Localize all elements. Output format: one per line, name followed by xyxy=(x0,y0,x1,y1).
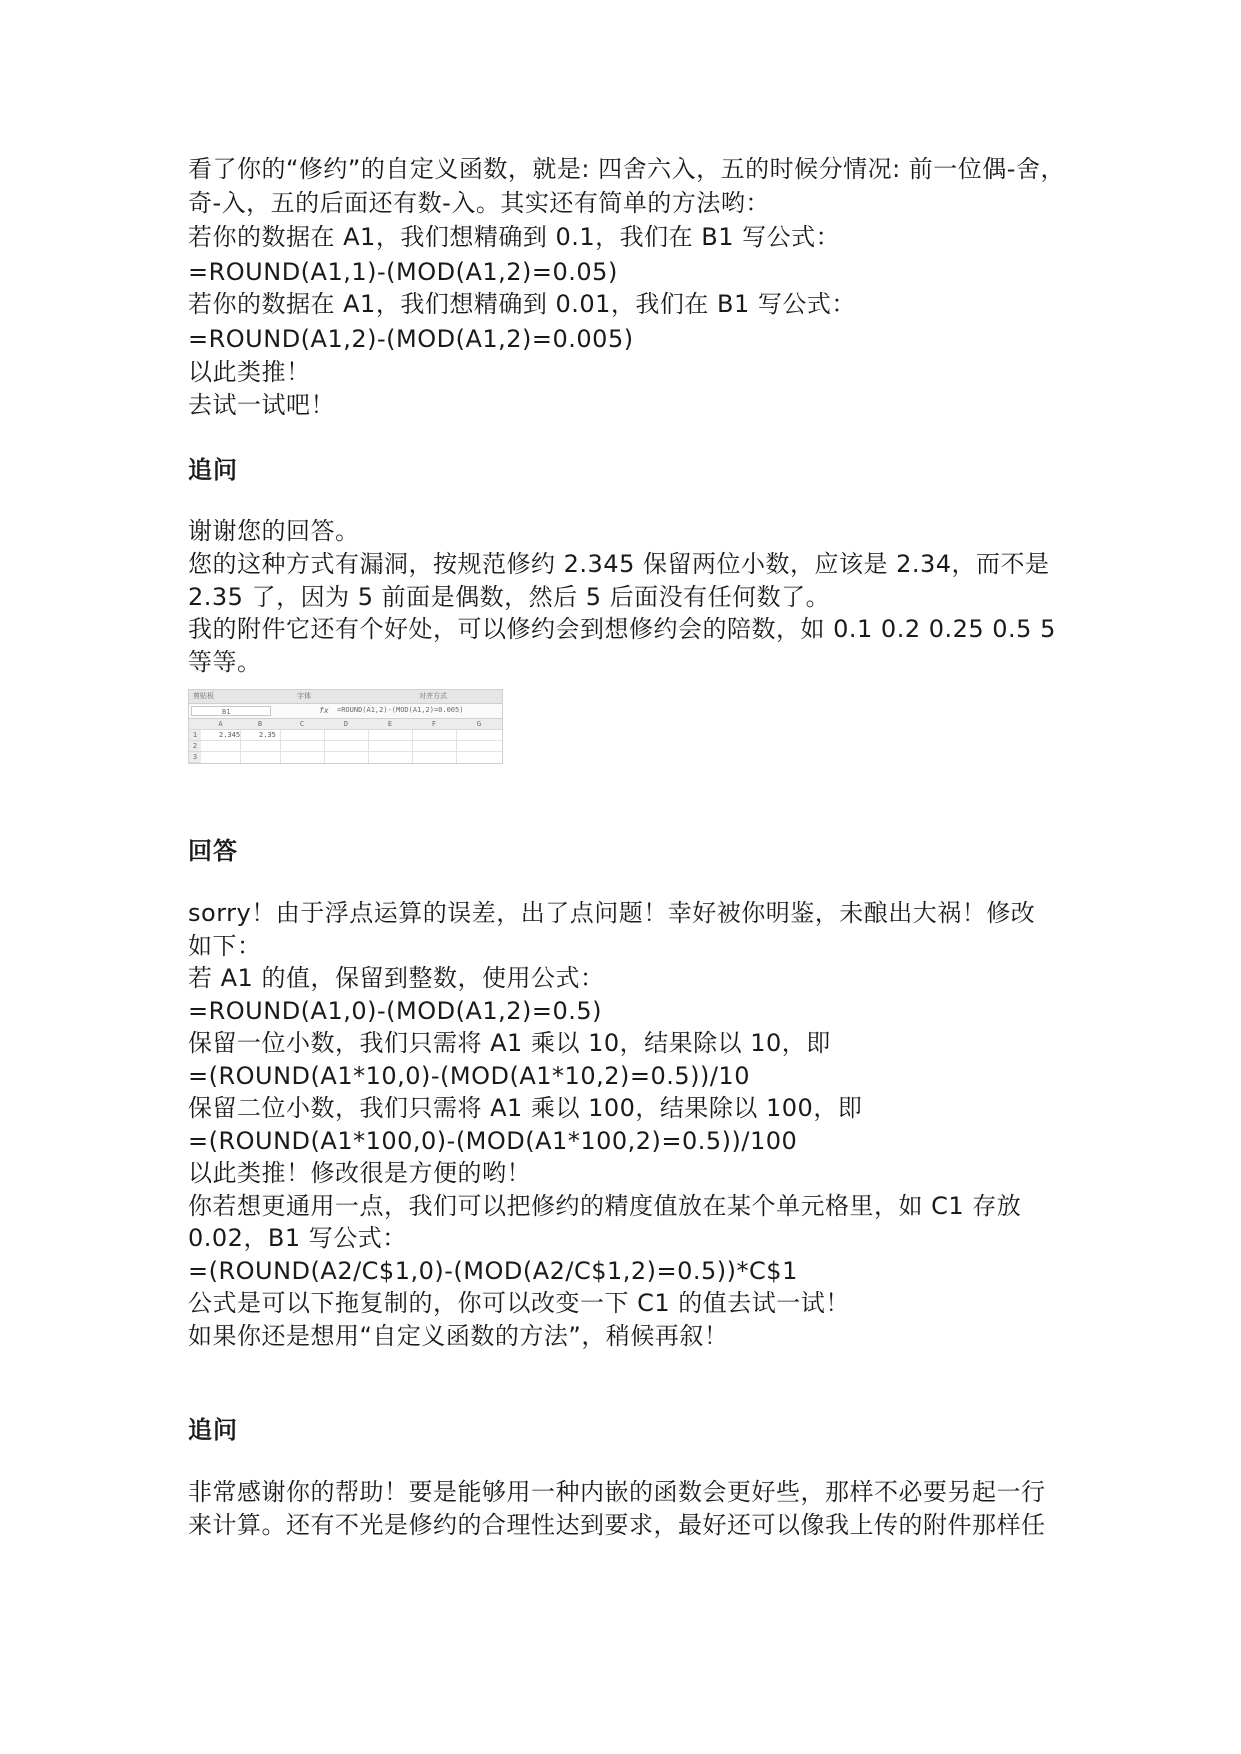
paragraph-line: 以此类推！修改很是方便的哟！ xyxy=(188,1159,531,1187)
paragraph-line: 保留一位小数，我们只需将 A1 乘以 10，结果除以 10，即 xyxy=(188,1029,831,1057)
section-heading-followup: 追问 xyxy=(188,1416,238,1444)
column-header: E xyxy=(368,719,413,730)
grid-line xyxy=(201,751,502,752)
paragraph-line: 公式是可以下拖复制的，你可以改变一下 C1 的值去试一试！ xyxy=(188,1289,850,1317)
section-heading-followup: 追问 xyxy=(188,456,238,484)
formula-line: =ROUND(A1,0)-(MOD(A1,2)=0.5) xyxy=(188,997,603,1025)
paragraph-line: 奇-入，五的后面还有数-入。其实还有简单的方法哟： xyxy=(188,189,770,217)
cell-a1[interactable]: 2.345 xyxy=(219,731,241,739)
paragraph-line: 来计算。还有不光是修约的合理性达到要求，最好还可以像我上传的附件那样任 xyxy=(188,1511,1046,1539)
column-header: B xyxy=(240,719,281,730)
paragraph-line: 若 A1 的值，保留到整数，使用公式： xyxy=(188,964,605,992)
name-box[interactable]: B1 xyxy=(191,706,271,716)
paragraph-line: 你若想更通用一点，我们可以把修约的精度值放在某个单元格里，如 C1 存放 xyxy=(188,1192,1022,1220)
column-header: F xyxy=(412,719,457,730)
grid-line xyxy=(412,729,413,763)
grid-line xyxy=(280,729,281,763)
paragraph-line: 去试一试吧！ xyxy=(188,391,335,419)
formula-line: =(ROUND(A2/C$1,0)-(MOD(A2/C$1,2)=0.5))*C$1 xyxy=(188,1257,798,1285)
paragraph-line: sorry！由于浮点运算的误差，出了点问题！幸好被你明鉴，未酿出大祸！修改 xyxy=(188,899,1036,927)
row-header: 3 xyxy=(189,752,201,763)
paragraph-line: 等等。 xyxy=(188,648,262,676)
ribbon-bar xyxy=(189,690,502,704)
paragraph-line: 您的这种方式有漏洞，按规范修约 2.345 保留两位小数，应该是 2.34，而不是 xyxy=(188,550,1050,578)
formula-text[interactable]: =ROUND(A1,2)-(MOD(A1,2)=0.005) xyxy=(337,706,464,714)
paragraph-line: 以此类推！ xyxy=(188,358,311,386)
paragraph-line: 谢谢您的回答。 xyxy=(188,517,360,545)
fx-icon: fx xyxy=(319,706,329,715)
ribbon-group-label: 剪贴板 xyxy=(193,692,214,700)
row-header: 2 xyxy=(189,741,201,752)
column-header: D xyxy=(324,719,369,730)
ribbon-group-label: 字体 xyxy=(297,692,311,700)
paragraph-line: 若你的数据在 A1，我们想精确到 0.1，我们在 B1 写公式： xyxy=(188,223,841,251)
paragraph-line: 0.02，B1 写公式： xyxy=(188,1224,407,1252)
formula-line: =(ROUND(A1*100,0)-(MOD(A1*100,2)=0.5))/100 xyxy=(188,1127,798,1155)
row-header: 1 xyxy=(189,730,201,741)
grid-line xyxy=(368,729,369,763)
paragraph-line: 看了你的“修约”的自定义函数，就是: 四舍六入，五的时候分情况: 前一位偶-舍， xyxy=(188,155,1065,183)
paragraph-line: 我的附件它还有个好处，可以修约会到想修约会的陪数，如 0.1 0.2 0.25 0.5 5 xyxy=(188,615,1056,643)
formula-line: =(ROUND(A1*10,0)-(MOD(A1*10,2)=0.5))/10 xyxy=(188,1062,750,1090)
paragraph-line: 2.35 了，因为 5 前面是偶数，然后 5 后面没有任何数了。 xyxy=(188,583,831,611)
cell-grid xyxy=(189,719,502,763)
formula-line: =ROUND(A1,1)-(MOD(A1,2)=0.05) xyxy=(188,258,618,286)
spreadsheet-screenshot xyxy=(188,689,503,764)
column-header: G xyxy=(456,719,503,730)
formula-line: =ROUND(A1,2)-(MOD(A1,2)=0.005) xyxy=(188,325,634,353)
paragraph-line: 如下： xyxy=(188,932,262,960)
section-heading-answer: 回答 xyxy=(188,837,238,865)
formula-bar xyxy=(189,704,502,719)
cell-b1[interactable]: 2.35 xyxy=(259,731,276,739)
column-header: A xyxy=(201,719,241,730)
paragraph-line: 如果你还是想用“自定义函数的方法”，稍候再叙！ xyxy=(188,1322,729,1350)
paragraph-line: 非常感谢你的帮助！要是能够用一种内嵌的函数会更好些，那样不必要另起一行 xyxy=(188,1478,1046,1506)
paragraph-line: 保留二位小数，我们只需将 A1 乘以 100，结果除以 100，即 xyxy=(188,1094,863,1122)
grid-line xyxy=(324,729,325,763)
ribbon-group-label: 对齐方式 xyxy=(419,692,447,700)
grid-line xyxy=(240,729,241,763)
grid-line xyxy=(456,729,457,763)
grid-line xyxy=(201,740,502,741)
column-header: C xyxy=(280,719,325,730)
paragraph-line: 若你的数据在 A1，我们想精确到 0.01，我们在 B1 写公式： xyxy=(188,290,856,318)
